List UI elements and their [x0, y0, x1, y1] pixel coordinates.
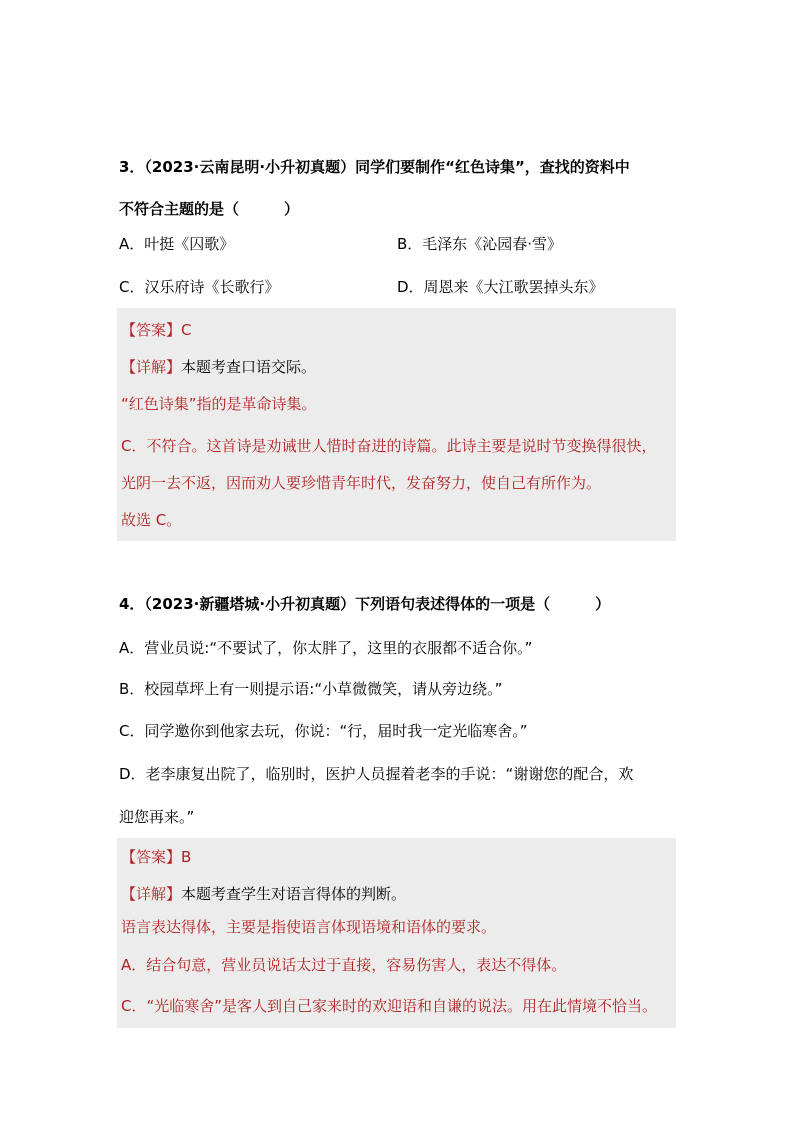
- question-4-detail-line-4: C．“光临寒舍”是客人到自己家来时的欢迎语和自谦的说法。用在此情境不恰当。: [121, 997, 658, 1015]
- question-4-option-d-continued: 迎您再来。”: [119, 808, 195, 826]
- question-3-option-c: C．汉乐府诗《长歌行》: [119, 278, 280, 296]
- question-4-option-c: C．同学邀你到他家去玩，你说：“行，届时我一定光临寒舍。”: [119, 722, 528, 740]
- detail-label: 【详解】: [121, 358, 182, 376]
- question-3-option-b: B．毛泽东《沁园春·雪》: [397, 235, 563, 253]
- question-4-option-a: A．营业员说:“不要试了，你太胖了，这里的衣服都不适合你。”: [119, 639, 533, 657]
- answer-value: B: [181, 848, 192, 866]
- detail-text: 本题考查学生对语言得体的判断。: [181, 885, 407, 903]
- question-4-option-b: B．校园草坪上有一则提示语:“小草微微笑，请从旁边绕。”: [119, 680, 503, 698]
- question-3-option-a: A．叶挺《囚歌》: [119, 235, 235, 253]
- detail-text: 本题考查口语交际。: [181, 358, 317, 376]
- question-4-detail: [121, 883, 406, 905]
- question-4-stem: 4．（2023·新疆塔城·小升初真题）下列语句表述得体的一项是（ ）: [119, 595, 611, 613]
- answer-label: 【答案】: [121, 321, 182, 339]
- question-3-answer-box: [117, 308, 676, 541]
- question-3-detail-line-5: 故选 C。: [121, 511, 182, 529]
- question-3-stem-line-2: 不符合主题的是（ ）: [119, 200, 300, 218]
- question-3-stem: [119, 146, 679, 230]
- question-3-detail: [121, 356, 316, 378]
- question-3-detail-line-2: “红色诗集”指的是革命诗集。: [121, 395, 317, 413]
- answer-label: 【答案】: [121, 848, 182, 866]
- question-4-detail-line-2: 语言表达得体，主要是指使语言体现语境和语体的要求。: [121, 918, 497, 936]
- question-3-stem-line-1: 3．（2023·云南昆明·小升初真题）同学们要制作“红色诗集”，查找的资料中: [119, 158, 630, 176]
- question-3-option-d: D．周恩来《大江歌罢掉头东》: [397, 278, 604, 296]
- question-3-answer: [121, 319, 192, 341]
- question-4-option-d: D．老李康复出院了，临别时，医护人员握着老李的手说：“谢谢您的配合，欢: [119, 765, 634, 783]
- detail-label: 【详解】: [121, 885, 182, 903]
- answer-value: C: [181, 321, 192, 339]
- question-4-answer-box: [117, 838, 676, 1028]
- question-4-answer: [121, 846, 191, 868]
- question-3-detail-line-4: 光阴一去不返，因而劝人要珍惜青年时代，发奋努力，使自己有所作为。: [121, 474, 602, 492]
- question-3-detail-line-3: C．不符合。这首诗是劝诫世人惜时奋进的诗篇。此诗主要是说时节变换得很快，: [121, 437, 657, 455]
- question-4-detail-line-3: A．结合句意，营业员说话太过于直接，容易伤害人，表达不得体。: [121, 956, 567, 974]
